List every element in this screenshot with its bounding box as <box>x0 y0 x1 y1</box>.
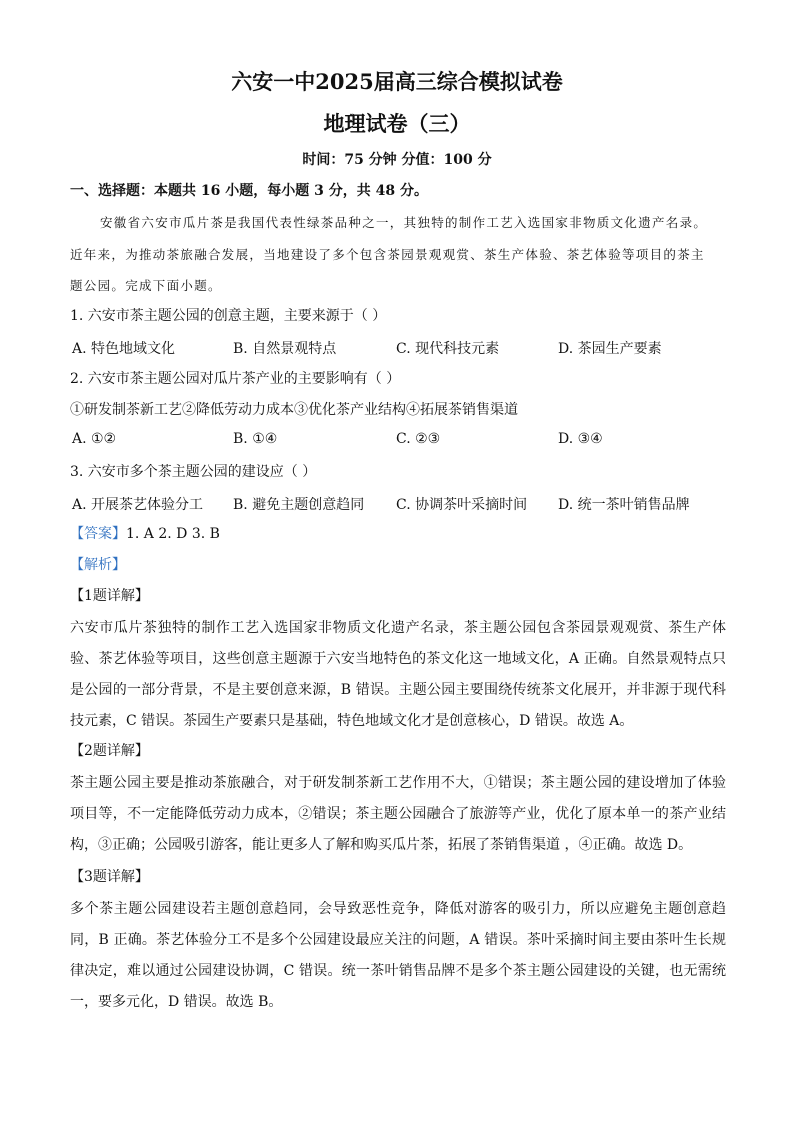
option-b: B. 自然景观特点 <box>233 341 337 357</box>
question-stem: 3. 六安市多个茶主题公园的建设应（ ） <box>70 464 317 480</box>
option-d: D. 统一茶叶销售品牌 <box>558 497 690 513</box>
material-line: 题公园。完成下面小题。 <box>70 278 222 293</box>
option-a: A. ①② <box>72 431 117 447</box>
page-title: 六安一中2025届高三综合模拟试卷 <box>231 69 563 94</box>
analysis-text: 多个茶主题公园建设若主题创意趋同，会导致恶性竞争，降低对游客的吸引力，所以应避免主题创意趋同，B 正确。茶艺体验分工不是多个公园建设最应关注的问题，A 错误。茶叶采摘时间主要由茶叶生长规律决定，难以通过公园建设协调，C 错误。统一茶叶销售品牌不是多个茶主题公园建设的关键，也无需统一，要多元化，D 错误。故选 B。 <box>70 901 726 1010</box>
analysis-heading: 【1题详解】 <box>70 588 149 604</box>
question-statements: ①研发制茶新工艺②降低劳动力成本③优化茶产业结构④拓展茶销售渠道 <box>70 402 518 418</box>
question-stem: 2. 六安市茶主题公园对瓜片茶产业的主要影响有（ ） <box>70 371 401 387</box>
section-heading: 一、选择题：本题共 16 小题，每小题 3 分，共 48 分。 <box>70 183 428 199</box>
option-c: C. 协调茶叶采摘时间 <box>396 497 528 513</box>
answer-values: 1. A 2. D 3. B <box>126 526 220 542</box>
analysis-heading: 【2题详解】 <box>70 743 149 759</box>
option-b: B. ①④ <box>233 431 278 447</box>
option-b: B. 避免主题创意趋同 <box>233 497 365 513</box>
option-c: C. ②③ <box>396 431 441 447</box>
question-stem: 1. 六安市茶主题公园的创意主题，主要来源于（ ） <box>70 308 387 324</box>
material-line: 近年来，为推动茶旅融合发展，当地建设了多个包含茶园景观观赏、茶生产体验、茶艺体验等项目的茶主 <box>70 247 705 262</box>
exam-meta: 时间：75 分钟 分值：100 分 <box>302 152 492 168</box>
analysis-heading: 【3题详解】 <box>70 869 149 885</box>
answer-line <box>70 524 730 544</box>
answer-label: 【答案】 <box>70 526 126 542</box>
analysis-text: 六安市瓜片茶独特的制作工艺入选国家非物质文化遗产名录，茶主题公园包含茶园景观观赏、茶生产体验、茶艺体验等项目，这些创意主题源于六安当地特色的茶文化这一地域文化，A 正确。自然景观特点只是公园的一部分背景，不是主要创意来源，B 错误。主题公园主要围绕传统茶文化展开，并非源于现代科技元素，C 错误。茶园生产要素只是基础，特色地域文化才是创意核心，D 错误。故选 A。 <box>70 620 726 729</box>
option-a: A. 开展茶艺体验分工 <box>72 497 204 513</box>
material-line: 安徽省六安市瓜片茶是我国代表性绿茶品种之一，其独特的制作工艺入选国家非物质文化遗产名录。 <box>100 215 708 230</box>
option-d: D. 茶园生产要素 <box>558 341 662 357</box>
option-d: D. ③④ <box>558 431 603 447</box>
analysis-text: 茶主题公园主要是推动茶旅融合，对于研发制茶新工艺作用不大，①错误；茶主题公园的建设增加了体验项目等，不一定能降低劳动力成本，②错误；茶主题公园融合了旅游等产业，优化了原本单一的茶产业结构，③正确；公园吸引游客，能让更多人了解和购买瓜片茶，拓展了茶销售渠道 ，④正确。故选 D。 <box>70 775 726 853</box>
page-subtitle: 地理试卷（三） <box>323 111 471 136</box>
analysis-label: 【解析】 <box>70 557 126 573</box>
option-a: A. 特色地域文化 <box>72 341 176 357</box>
option-c: C. 现代科技元素 <box>396 341 500 357</box>
